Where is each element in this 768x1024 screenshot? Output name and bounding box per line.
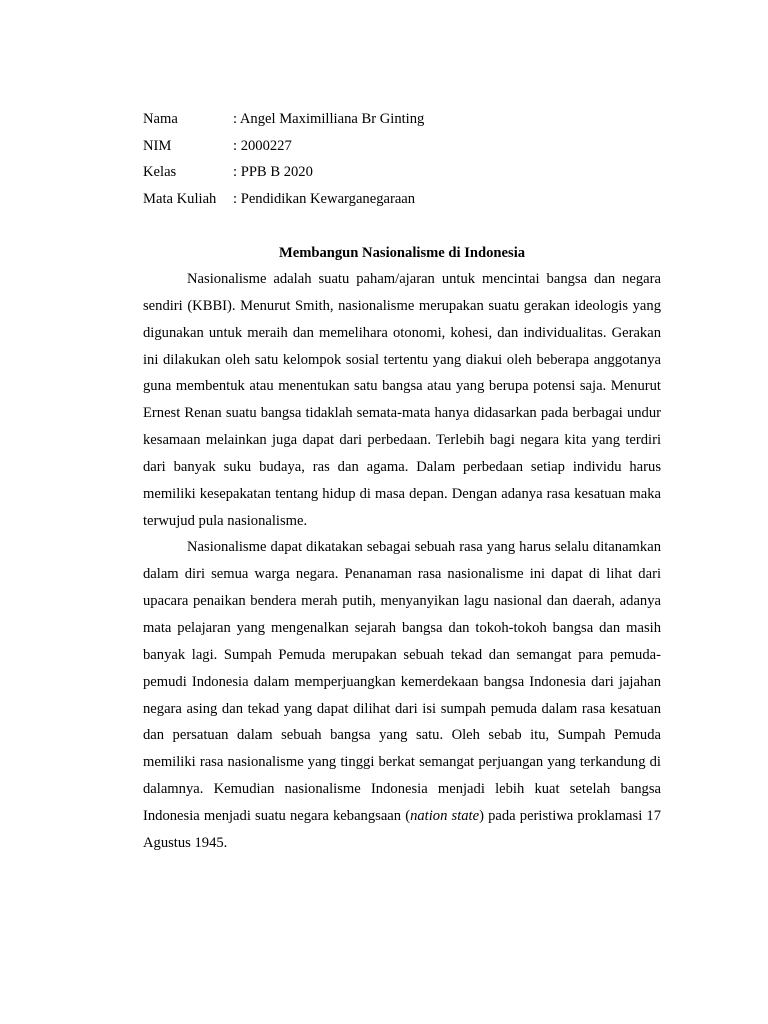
student-info (143, 108, 424, 214)
info-row-mata-kuliah (143, 188, 424, 215)
paragraph-2 (143, 534, 661, 856)
info-label: Mata Kuliah (143, 190, 217, 207)
info-value: : Pendidikan Kewarganegaraan (233, 190, 416, 207)
document-body (143, 266, 661, 857)
italic-term: nation state (410, 807, 480, 824)
paragraph-2-end: ) pada peristiwa proklamasi 17 Agustus 1945. (143, 807, 661, 851)
info-label: Nama (143, 111, 178, 127)
info-value: : 2000227 (233, 137, 292, 154)
info-row-kelas (143, 161, 424, 188)
info-value: : PPB B 2020 (233, 164, 313, 181)
info-row-nama (143, 108, 424, 135)
document-title: Membangun Nasionalisme di Indonesia (278, 245, 526, 261)
info-value: : Angel Maximilliana Br Ginting (233, 111, 425, 127)
paragraph-2-text: Nasionalisme dapat dikatakan sebagai sebuah rasa yang harus selalu ditanamkan dalam diri semua warga negara. Penanaman rasa nasionalisme ini dapat di lihat dari upacara penaikan bendera merah putih, menyanyikan lagu nasional dan daerah, adanya mata pelajaran yang mengenalkan sejarah bangsa dan tokoh-tokoh bangsa dan masih banyak lagi. Sumpah Pemuda merupakan sebuah tekad dan semangat para pemuda-pemudi Indonesia dalam memperjuangkan kemerdekaan bangsa Indonesia dari jajahan negara asing dan tekad yang dapat dilihat dari isi sumpah pemuda dalam rasa kesatuan dan persatuan dalam sebuah bangsa yang satu. Oleh sebab itu, Sumpah Pemuda memiliki rasa nasionalisme yang tinggi berkat semangat perjuangan yang terkandung di dalamnya. Kemudian nasionalisme Indonesia menjadi lebih kuat setelah bangsa Indonesia menjadi suatu negara kebangsaan ( (143, 539, 661, 824)
info-label: NIM (143, 137, 172, 154)
info-label: Kelas (143, 164, 177, 181)
info-row-nim (143, 135, 424, 162)
paragraph-1: Nasionalisme adalah suatu paham/ajaran untuk mencintai bangsa dan negara sendiri (KBBI). Menurut Smith, nasionalisme merupakan suatu gerakan ideologis yang digunakan untuk meraih dan memelihara otonomi, kohesi, dan individualitas. Gerakan ini dilakukan oleh satu kelompok sosial tertentu yang diakui oleh beberapa anggotanya guna membentuk atau menentukan satu bangsa atau yang berupa potensi saja. Menurut Ernest Renan suatu bangsa tidaklah semata-mata hanya didasarkan pada berbagai undur kesamaan melainkan juga dapat dari perbedaan. Terlebih bagi negara kita yang terdiri dari banyak suku budaya, ras dan agama. Dalam perbedaan setiap individu harus memiliki kesepakatan tentang hidup di masa depan. Dengan adanya rasa kesatuan maka terwujud pula nasionalisme. (143, 271, 661, 529)
